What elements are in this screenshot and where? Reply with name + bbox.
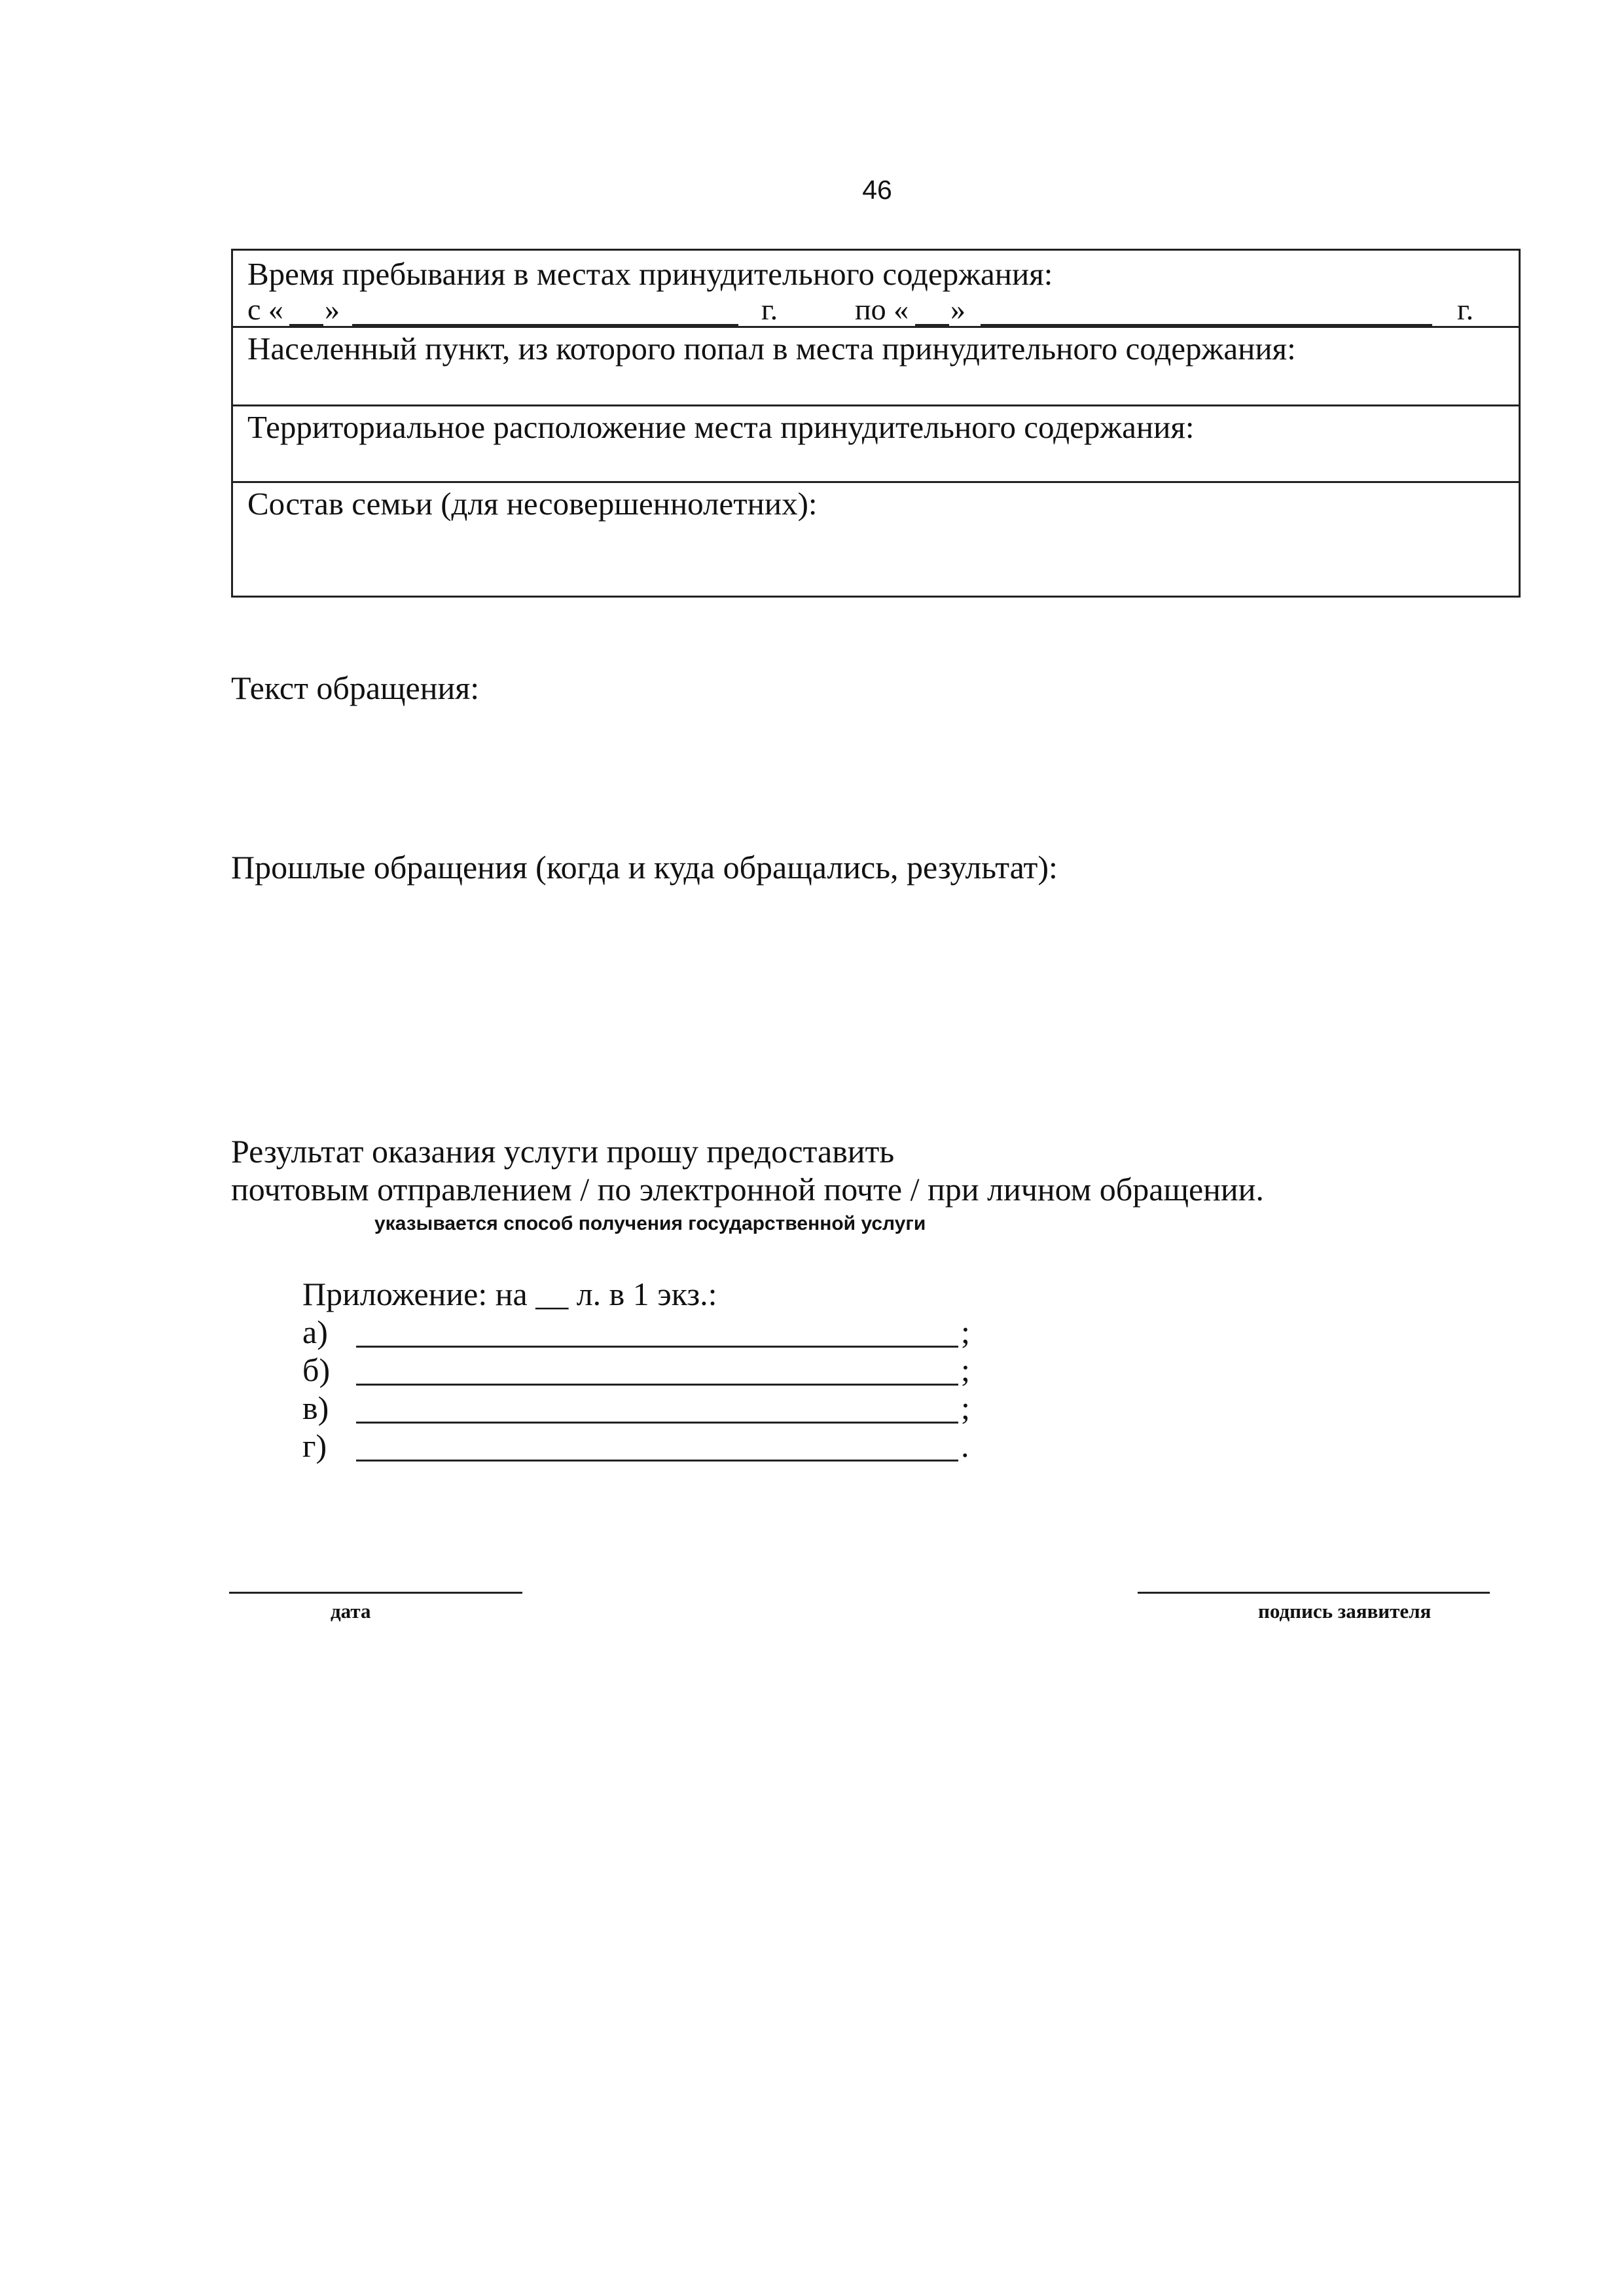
from-day-close: » (325, 293, 340, 326)
to-day-close: » (950, 293, 965, 326)
from-day-field[interactable] (289, 324, 323, 326)
attachment-item-end: . (961, 1427, 969, 1464)
attachment-item (302, 1351, 1009, 1389)
from-month-year-field[interactable] (352, 324, 738, 326)
attachment-item (302, 1389, 1009, 1427)
attachment-item (302, 1313, 1009, 1351)
applicant-info-table (231, 249, 1521, 598)
stay-time-label: Время пребывания в местах принудительного содержания: (247, 256, 1053, 292)
location-label: Территориальное расположение места принудительного содержания: (247, 409, 1195, 445)
location-row[interactable] (233, 406, 1519, 483)
attachment-item-letter: в) (302, 1390, 329, 1426)
attachment-item-letter: а) (302, 1314, 328, 1350)
attachment-item-field[interactable] (356, 1460, 958, 1462)
to-day-field[interactable] (915, 324, 949, 326)
settlement-label: Населенный пункт, из которого попал в места принудительного содержания: (247, 331, 1296, 367)
attachment-item-field[interactable] (356, 1384, 958, 1386)
attachment-item-end: ; (961, 1352, 970, 1388)
to-day-open: по « (855, 293, 909, 326)
page-number: 46 (862, 175, 892, 205)
attachment-item-field[interactable] (356, 1422, 958, 1424)
attachment-item-field[interactable] (356, 1346, 958, 1348)
attachment-item-end: ; (961, 1314, 970, 1350)
past-appeals-label: Прошлые обращения (когда и куда обращались, результат): (231, 849, 1058, 886)
family-row[interactable] (233, 483, 1519, 596)
date-caption: дата (331, 1600, 371, 1623)
attachment-item-letter: б) (302, 1352, 331, 1388)
family-label: Состав семьи (для несовершеннолетних): (247, 486, 818, 522)
attachment-item (302, 1427, 1009, 1465)
result-line-2: почтовым отправлением / по электронной почте / при личном обращении. (231, 1171, 1264, 1208)
settlement-row[interactable] (233, 328, 1519, 406)
result-line-1: Результат оказания услуги прошу предоставить (231, 1133, 895, 1170)
stay-time-row (233, 251, 1519, 328)
result-method-note: указывается способ получения государственной услуги (374, 1213, 926, 1234)
stay-period-line (247, 291, 1504, 328)
attachment-item-letter: г) (302, 1427, 327, 1464)
date-field[interactable] (229, 1592, 522, 1594)
attachment-item-end: ; (961, 1390, 970, 1426)
from-year-suffix: г. (761, 293, 778, 326)
from-day-open: с « (247, 293, 283, 326)
to-month-year-field[interactable] (981, 324, 1432, 326)
signature-caption: подпись заявителя (1258, 1600, 1432, 1623)
signature-field[interactable] (1138, 1592, 1490, 1594)
appeal-text-label: Текст обращения: (231, 670, 480, 706)
attachment-title: Приложение: на __ л. в 1 экз.: (302, 1276, 717, 1312)
to-year-suffix: г. (1457, 293, 1474, 326)
